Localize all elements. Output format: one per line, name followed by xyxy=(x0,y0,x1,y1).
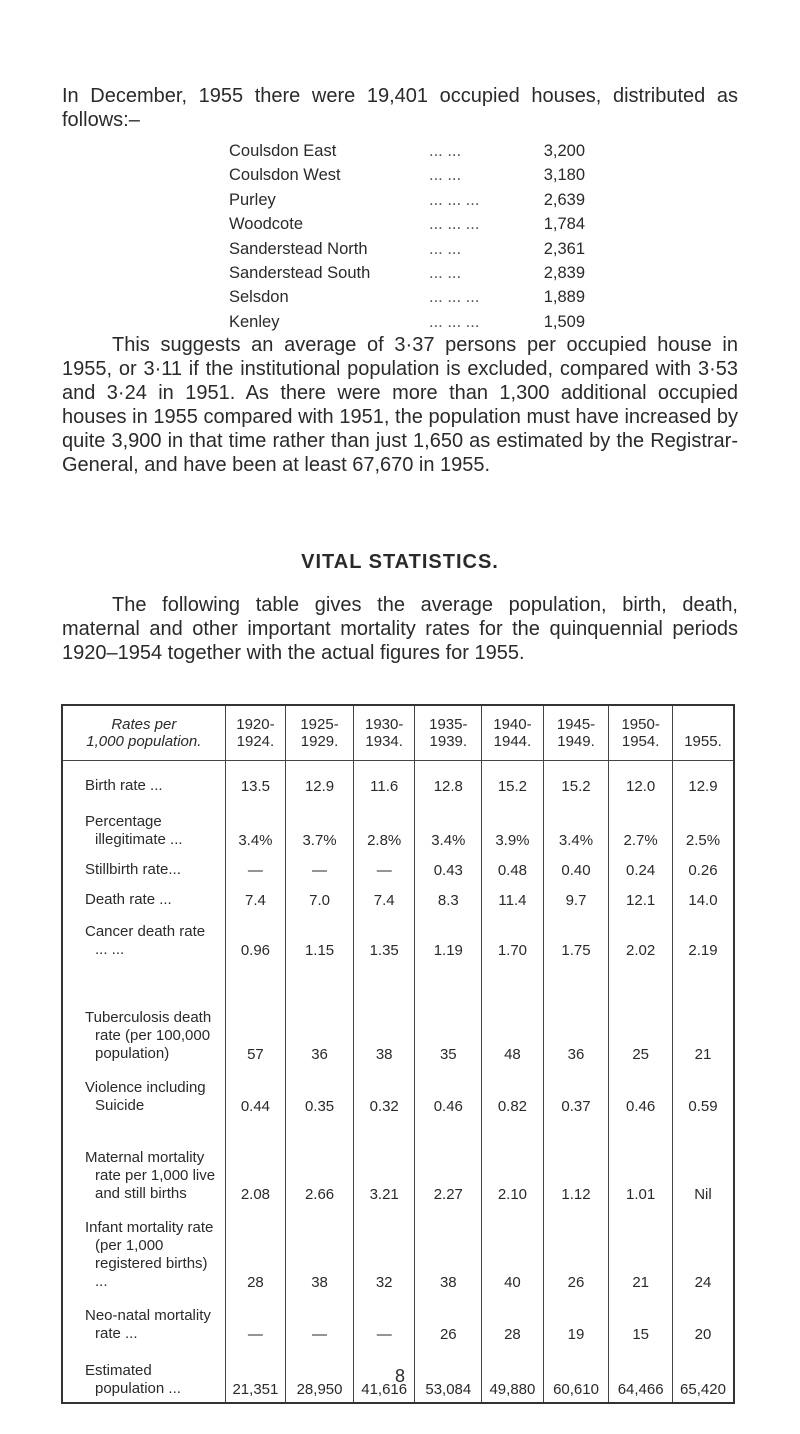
table-cell: 1.35 xyxy=(353,913,414,963)
row-label-text: Maternal mortality rate per 1,000 live and still births xyxy=(85,1148,216,1202)
table-cell: 57 xyxy=(225,963,285,1067)
house-area: Coulsdon West xyxy=(229,166,341,185)
table-cell: 0.48 xyxy=(482,853,543,883)
table-cell: 15.2 xyxy=(482,761,543,799)
table-cell: 32 xyxy=(353,1207,414,1295)
table-cell: 0.35 xyxy=(286,1067,354,1119)
table-cell: 2.66 xyxy=(286,1119,354,1207)
table-cell: 64,466 xyxy=(609,1347,673,1403)
table-cell: Nil xyxy=(672,1119,734,1207)
table-cell: 2.10 xyxy=(482,1119,543,1207)
house-count: 1,509 xyxy=(543,312,585,331)
section-heading: VITAL STATISTICS. xyxy=(301,551,499,573)
table-row xyxy=(62,1295,734,1347)
table-row xyxy=(62,761,734,799)
table-cell: 28 xyxy=(482,1295,543,1347)
period-end: 1924. xyxy=(236,733,275,750)
row-label xyxy=(62,1295,225,1347)
table-cell: 1.01 xyxy=(609,1119,673,1207)
table-cell: 0.37 xyxy=(543,1067,609,1119)
table-cell: 26 xyxy=(415,1295,482,1347)
row-label-text: Tuberculosis death rate (per 100,000 population) xyxy=(85,1008,212,1062)
row-label xyxy=(62,883,225,913)
table-cell: 3.4% xyxy=(415,799,482,853)
table-cell: 53,084 xyxy=(415,1347,482,1403)
period-header xyxy=(225,705,285,761)
vital-statistics-table xyxy=(61,704,735,1404)
row-label xyxy=(62,913,225,963)
table-cell: 0.82 xyxy=(482,1067,543,1119)
table-intro-paragraph: The following table gives the average population, birth, death, maternal and other important mortality rates for the quinquennial periods 1920–1954 together with the actual figures for 1955. xyxy=(62,594,738,664)
house-count: 3,200 xyxy=(543,142,585,160)
table-cell: 1.75 xyxy=(543,913,609,963)
table-cell: 2.5% xyxy=(672,799,734,853)
table-cell: — xyxy=(286,853,354,883)
house-area: Kenley xyxy=(229,312,280,331)
table-cell: 35 xyxy=(415,963,482,1067)
table-cell: 9.7 xyxy=(543,883,609,913)
table-cell: 26 xyxy=(543,1207,609,1295)
table-cell: — xyxy=(353,1295,414,1347)
table-cell: 21 xyxy=(609,1207,673,1295)
table-cell: 49,880 xyxy=(482,1347,543,1403)
row-label-text: Stillbirth rate... xyxy=(85,860,181,878)
table-row xyxy=(62,913,734,963)
table-cell: — xyxy=(225,853,285,883)
table-cell: 36 xyxy=(543,963,609,1067)
period-header xyxy=(286,705,354,761)
house-row xyxy=(229,139,585,163)
period-end: 1929. xyxy=(300,733,339,750)
table-cell: 60,610 xyxy=(543,1347,609,1403)
table-cell: 2.02 xyxy=(609,913,673,963)
period-end: 1949. xyxy=(557,733,595,750)
table-cell: 15 xyxy=(609,1295,673,1347)
row-label-text: Violence including Suicide xyxy=(85,1078,206,1114)
period-end: 1955. xyxy=(684,733,722,750)
table-row xyxy=(62,1119,734,1207)
table-cell: 12.9 xyxy=(672,761,734,799)
house-row xyxy=(229,188,585,212)
table-cell: 15.2 xyxy=(543,761,609,799)
row-label xyxy=(62,799,225,853)
leader-dots: ... ... xyxy=(429,264,462,283)
leader-dots: ... ... xyxy=(429,142,462,160)
table-cell: 20 xyxy=(672,1295,734,1347)
house-area: Sanderstead North xyxy=(229,239,368,258)
table-cell: 0.43 xyxy=(415,853,482,883)
table-cell: 2.19 xyxy=(672,913,734,963)
table-cell: 0.46 xyxy=(609,1067,673,1119)
table-cell: 3.21 xyxy=(353,1119,414,1207)
table-row xyxy=(62,853,734,883)
leader-dots: ... ... ... xyxy=(429,215,480,234)
table-cell: — xyxy=(225,1295,285,1347)
table-cell: 14.0 xyxy=(672,883,734,913)
intro-paragraph: In December, 1955 there were 19,401 occupied houses, distributed as follows:– xyxy=(62,85,738,131)
period-header xyxy=(482,705,543,761)
table-cell: 28,950 xyxy=(286,1347,354,1403)
table-cell: 3.4% xyxy=(225,799,285,853)
house-row xyxy=(229,310,585,334)
table-cell: 65,420 xyxy=(672,1347,734,1403)
table-cell: 7.0 xyxy=(286,883,354,913)
table-cell: 2.08 xyxy=(225,1119,285,1207)
house-row xyxy=(229,237,585,261)
table-cell: 38 xyxy=(286,1207,354,1295)
table-cell: 38 xyxy=(353,963,414,1067)
table-cell: 3.7% xyxy=(286,799,354,853)
table-cell: 12.1 xyxy=(609,883,673,913)
row-label xyxy=(62,853,225,883)
table-cell: 7.4 xyxy=(225,883,285,913)
row-label-text: Estimated population ... xyxy=(85,1361,181,1397)
period-start: 1920- xyxy=(236,716,275,733)
table-cell: 2.8% xyxy=(353,799,414,853)
leader-dots: ... ... ... xyxy=(429,312,480,331)
leader-dots: ... ... ... xyxy=(429,190,480,209)
house-row xyxy=(229,261,585,285)
table-cell: 21,351 xyxy=(225,1347,285,1403)
house-row xyxy=(229,285,585,309)
table-row xyxy=(62,799,734,853)
table-cell: 40 xyxy=(482,1207,543,1295)
table-cell: 11.6 xyxy=(353,761,414,799)
period-start: 1945- xyxy=(556,716,596,733)
table-cell: 0.59 xyxy=(672,1067,734,1119)
table-cell: 11.4 xyxy=(482,883,543,913)
row-label-text: Neo-natal mortality rate ... xyxy=(85,1306,211,1342)
house-area: Purley xyxy=(229,190,276,209)
table-cell: 12.9 xyxy=(286,761,354,799)
page-number: 8 xyxy=(394,1366,405,1386)
house-area: Selsdon xyxy=(229,288,289,307)
population-paragraph: This suggests an average of 3·37 persons per occupied house in 1955, or 3·11 if the institutional population is excluded, compared with 3·53 and 3·24 in 1951. As there were more than 1,300 additional occupied houses in 1955 compared with 1951, the population must have increased by quite 3,900 in that time rather than just 1,650 as estimated by the Registrar-General, and have been at least 67,670 in 1955. xyxy=(62,334,738,476)
row-label xyxy=(62,1119,225,1207)
table-cell: 25 xyxy=(609,963,673,1067)
row-label-text: Birth rate ... xyxy=(85,776,163,794)
table-row xyxy=(62,963,734,1067)
house-count: 2,639 xyxy=(543,190,585,209)
house-count: 2,839 xyxy=(543,264,585,283)
period-end: 1939. xyxy=(429,733,468,750)
table-cell: 0.96 xyxy=(225,913,285,963)
table-cell: 1.70 xyxy=(482,913,543,963)
table-cell: 21 xyxy=(672,963,734,1067)
row-label-text: Death rate ... xyxy=(85,890,172,908)
period-end: 1954. xyxy=(621,733,660,750)
table-cell: 12.8 xyxy=(415,761,482,799)
period-header xyxy=(543,705,609,761)
table-cell: 0.46 xyxy=(415,1067,482,1119)
house-count: 3,180 xyxy=(543,166,585,185)
house-area: Coulsdon East xyxy=(229,142,337,160)
table-cell: 0.44 xyxy=(225,1067,285,1119)
table-cell: 1.19 xyxy=(415,913,482,963)
table-cell: 36 xyxy=(286,963,354,1067)
leader-dots: ... ... xyxy=(429,239,462,258)
table-cell: 13.5 xyxy=(225,761,285,799)
table-cell: 0.40 xyxy=(543,853,609,883)
period-header xyxy=(415,705,482,761)
table-cell: — xyxy=(353,853,414,883)
period-start: 1925- xyxy=(300,716,339,733)
table-cell: 24 xyxy=(672,1207,734,1295)
houses-table xyxy=(229,139,585,334)
house-count: 1,889 xyxy=(543,288,585,307)
table-cell: 19 xyxy=(543,1295,609,1347)
table-row xyxy=(62,883,734,913)
period-start: 1940- xyxy=(493,716,532,733)
period-header xyxy=(353,705,414,761)
table-cell: 41,616 xyxy=(353,1347,414,1403)
row-label xyxy=(62,761,225,799)
row-label-text: Percentage illegitimate ... xyxy=(85,812,183,848)
house-row xyxy=(229,212,585,236)
period-start: 1935- xyxy=(429,716,468,733)
period-header xyxy=(672,705,734,761)
table-row xyxy=(62,1067,734,1119)
table-cell: 0.24 xyxy=(609,853,673,883)
row-label-text: Infant mortality rate (per 1,000 registered births) ... xyxy=(85,1218,214,1290)
table-cell: — xyxy=(286,1295,354,1347)
period-header xyxy=(609,705,673,761)
leader-dots: ... ... ... xyxy=(429,288,480,307)
period-start: 1930- xyxy=(365,716,404,733)
house-count: 2,361 xyxy=(543,239,585,258)
leader-dots: ... ... xyxy=(429,166,462,185)
table-cell: 1.12 xyxy=(543,1119,609,1207)
period-end: 1944. xyxy=(493,733,532,750)
table-cell: 0.26 xyxy=(672,853,734,883)
table-cell: 3.4% xyxy=(543,799,609,853)
row-label xyxy=(62,1207,225,1295)
table-cell: 2.7% xyxy=(609,799,673,853)
house-area: Sanderstead South xyxy=(229,264,371,283)
table-corner-label: Rates per 1,000 population. xyxy=(62,705,225,761)
row-label xyxy=(62,1067,225,1119)
table-cell: 7.4 xyxy=(353,883,414,913)
house-area: Woodcote xyxy=(229,215,303,234)
table-cell: 28 xyxy=(225,1207,285,1295)
table-cell: 8.3 xyxy=(415,883,482,913)
table-cell: 48 xyxy=(482,963,543,1067)
table-row xyxy=(62,1207,734,1295)
period-end: 1934. xyxy=(365,733,403,750)
table-cell: 1.15 xyxy=(286,913,354,963)
table-cell: 12.0 xyxy=(609,761,673,799)
table-cell: 38 xyxy=(415,1207,482,1295)
house-row xyxy=(229,163,585,187)
house-count: 1,784 xyxy=(543,215,585,234)
table-cell: 0.32 xyxy=(353,1067,414,1119)
table-cell: 2.27 xyxy=(415,1119,482,1207)
table-cell: 3.9% xyxy=(482,799,543,853)
period-start: 1950- xyxy=(621,716,660,733)
row-label-text: Cancer death rate ... ... xyxy=(85,922,206,958)
row-label xyxy=(62,963,225,1067)
